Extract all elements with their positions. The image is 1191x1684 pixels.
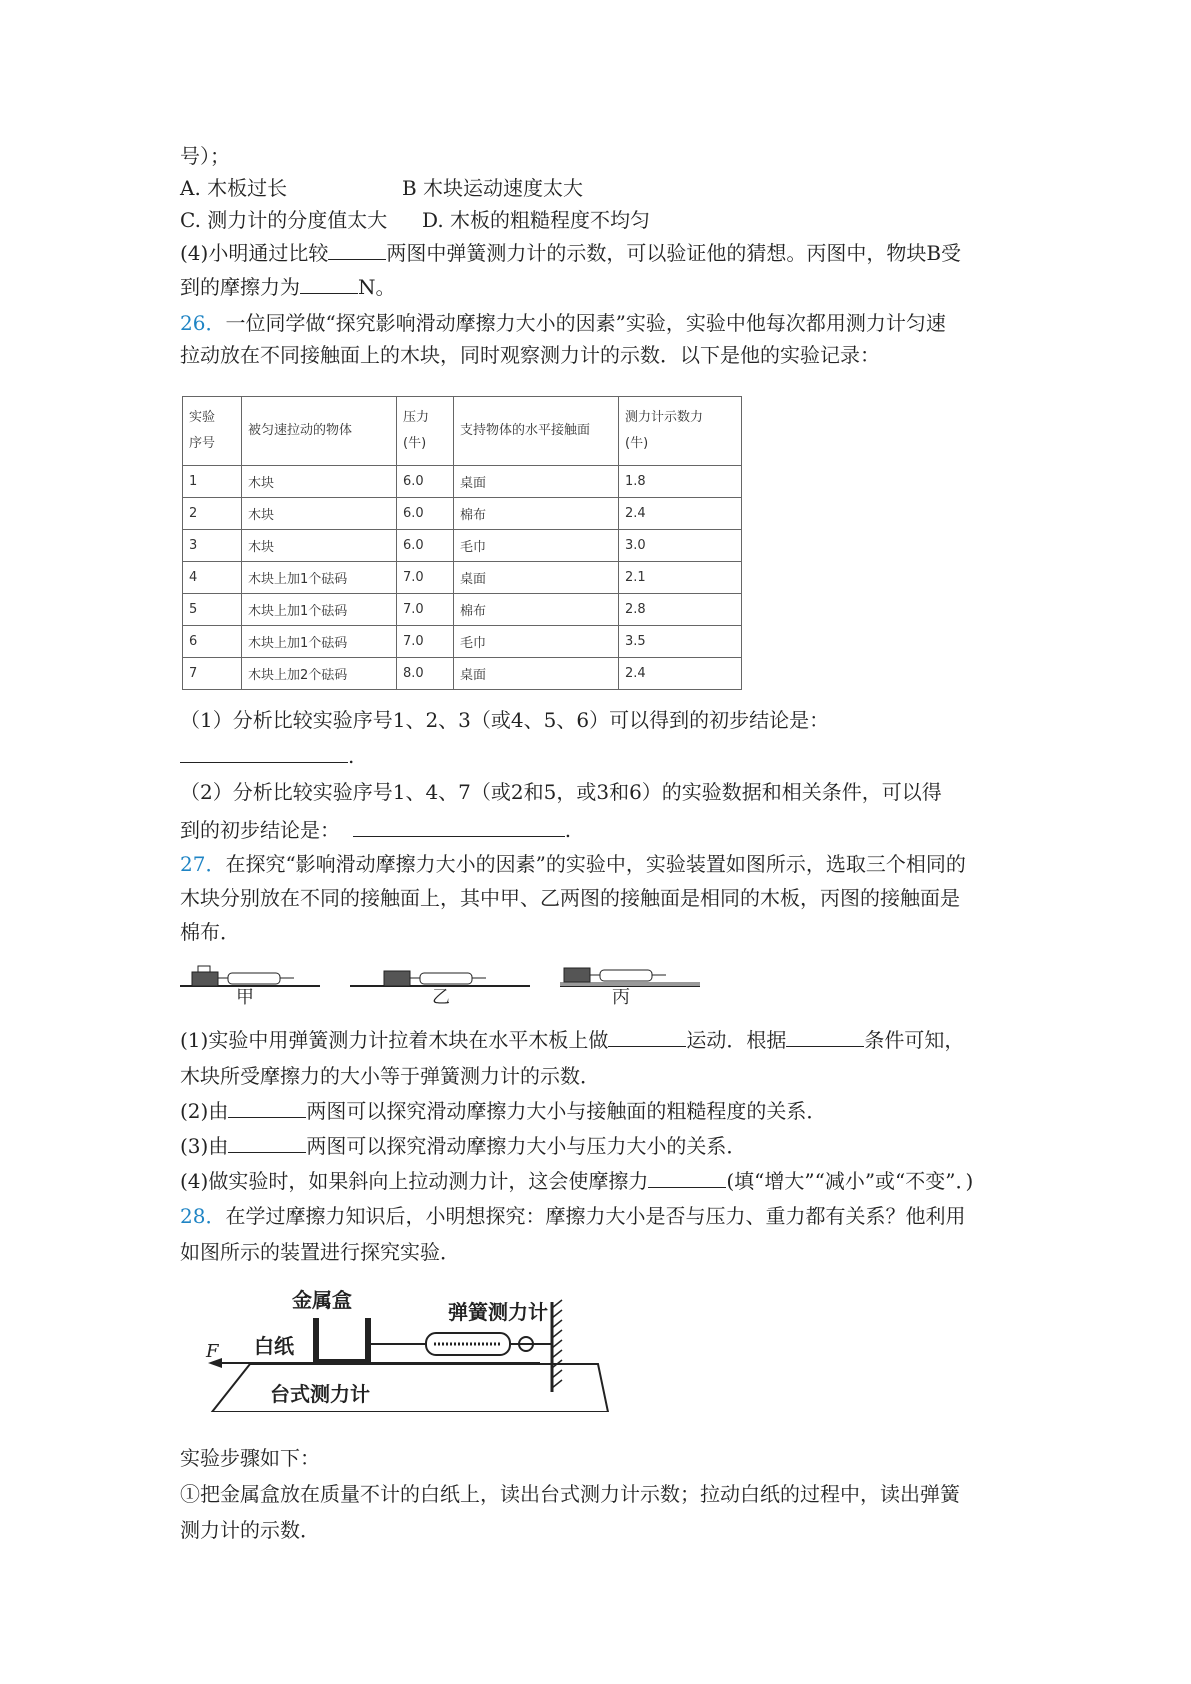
q26-stem1: [180, 311, 946, 335]
answer-blank[interactable]: [228, 1099, 306, 1118]
q25-option-a: A. 木板过长: [180, 176, 288, 200]
q27-part1-a: (1)实验中用弹簧测力计拉着木块在水平木板上做: [180, 1028, 609, 1052]
fig-label-spring: 弹簧测力计: [448, 1300, 548, 1324]
q26-sub2-end: .: [564, 818, 572, 842]
table-header: 支持物体的水平接触面: [454, 397, 619, 466]
table-header-row: [183, 397, 742, 466]
q27-part3-b: 两图可以探究滑动摩擦力大小与压力大小的关系．: [306, 1134, 747, 1158]
q26-sub2: （2）分析比较实验序号1、4、7（或2和5，或3和6）的实验数据和相关条件，可以得: [180, 780, 942, 804]
q27-part1: [180, 1028, 964, 1052]
q26-sub1-answer: [180, 744, 354, 768]
table-cell: 毛巾: [454, 626, 619, 658]
table-cell: 桌面: [454, 562, 619, 594]
table-cell: 毛巾: [454, 530, 619, 562]
table-cell: 3: [183, 530, 242, 562]
q26-sub1: （1）分析比较实验序号1、2、3（或4、5、6）可以得到的初步结论是：: [180, 708, 830, 732]
q25-line-end: 号）；: [180, 144, 230, 168]
table-cell: 木块: [242, 530, 397, 562]
q25-option-b: B 木块运动速度太大: [402, 176, 584, 200]
table-cell: 4: [183, 562, 242, 594]
table-row: [183, 466, 742, 498]
table-cell: 5: [183, 594, 242, 626]
q26-stem1-text: 一位同学做“探究影响滑动摩擦力大小的因素”实验，实验中他每次都用测力计匀速: [225, 311, 946, 335]
q27-part1-cont: 木块所受摩擦力的大小等于弹簧测力计的示数．: [180, 1064, 600, 1088]
table-cell: 棉布: [454, 498, 619, 530]
table-header: 测力计示数力 (牛): [619, 397, 742, 466]
q25-option-c: C. 测力计的分度值太大: [180, 208, 388, 232]
answer-blank[interactable]: [180, 744, 348, 763]
table-cell: 6: [183, 626, 242, 658]
table-cell: 木块上加2个砝码: [242, 658, 397, 690]
q28-stem1-text: 在学过摩擦力知识后，小明想探究：摩擦力大小是否与压力、重力都有关系？他利用: [225, 1204, 966, 1228]
q26-sub2-cont: [180, 818, 571, 842]
answer-blank[interactable]: [300, 275, 358, 294]
table-cell: 7.0: [397, 562, 454, 594]
table-cell: 棉布: [454, 594, 619, 626]
table-cell: 8.0: [397, 658, 454, 690]
table-row: [183, 658, 742, 690]
q26-sub1-end: .: [348, 744, 355, 768]
answer-blank[interactable]: [328, 241, 386, 260]
table-cell: 6.0: [397, 530, 454, 562]
q28-stem2: 如图所示的装置进行探究实验．: [180, 1240, 460, 1264]
label-jia: 甲: [236, 987, 254, 1008]
q27-part4: [180, 1169, 973, 1193]
q25-part4-d: N。: [358, 275, 396, 299]
table-cell: 3.5: [619, 626, 742, 658]
q26-stem2: 拉动放在不同接触面上的木块，同时观察测力计的示数．以下是他的实验记录：: [180, 343, 880, 367]
table-cell: 7.0: [397, 626, 454, 658]
table-cell: 1.8: [619, 466, 742, 498]
q25-part4: [180, 241, 961, 265]
answer-blank[interactable]: [648, 1169, 726, 1188]
label-bing: 丙: [612, 987, 630, 1008]
table-cell: 2.8: [619, 594, 742, 626]
q27-part2-a: (2)由: [180, 1099, 229, 1123]
q27-stem3: 棉布．: [180, 920, 240, 944]
q25-option-d: D. 木板的粗糙程度不均匀: [422, 208, 651, 232]
q27-part4-b: (填“增大”“减小”或“不变”．): [726, 1169, 974, 1193]
table-header: 压力 (牛): [397, 397, 454, 466]
table-cell: 1: [183, 466, 242, 498]
table-cell: 2.4: [619, 658, 742, 690]
experiment-table: [182, 396, 742, 690]
table-cell: 6.0: [397, 466, 454, 498]
table-cell: 7.0: [397, 594, 454, 626]
fig-label-box: 金属盒: [292, 1288, 352, 1312]
q27-part2: [180, 1099, 826, 1123]
q27-stem2: 木块分别放在不同的接触面上，其中甲、乙两图的接触面是相同的木板，丙图的接触面是: [180, 886, 960, 910]
q26-sub2-b: 到的初步结论是：: [180, 818, 340, 842]
table-cell: 木块上加1个砝码: [242, 562, 397, 594]
label-yi: 乙: [432, 987, 450, 1008]
table-row: [183, 594, 742, 626]
fig-label-paper: 白纸: [254, 1334, 294, 1358]
table-cell: 3.0: [619, 530, 742, 562]
table-cell: 木块: [242, 466, 397, 498]
q25-part4-a: (4)小明通过比较: [180, 241, 329, 265]
table-header: 实验 序号: [183, 397, 242, 466]
q27-stem1-text: 在探究“影响滑动摩擦力大小的因素”的实验中，实验装置如图所示，选取三个相同的: [225, 852, 966, 876]
question-number: 26．: [180, 311, 226, 335]
question-number: 27．: [180, 852, 226, 876]
q28-step1: ①把金属盒放在质量不计的白纸上，读出台式测力计示数；拉动白纸的过程中，读出弹簧: [180, 1482, 960, 1506]
table-header: 被匀速拉动的物体: [242, 397, 397, 466]
q28-step1-cont: 测力计的示数．: [180, 1518, 320, 1542]
table-cell: 木块上加1个砝码: [242, 626, 397, 658]
question-number: 28．: [180, 1204, 226, 1228]
q27-stem1: [180, 852, 966, 876]
table-row: [183, 530, 742, 562]
table-cell: 7: [183, 658, 242, 690]
table-row: [183, 626, 742, 658]
q25-part4-c: 到的摩擦力为: [180, 275, 300, 299]
table-cell: 2.1: [619, 562, 742, 594]
answer-blank[interactable]: [786, 1028, 864, 1047]
fig-label-force: F: [206, 1341, 219, 1362]
table-row: [183, 562, 742, 594]
q27-part1-b: 运动．根据: [686, 1028, 787, 1052]
q25-part4-b: 两图中弹簧测力计的示数，可以验证他的猜想。丙图中，物块B受: [386, 241, 962, 265]
table-cell: 木块: [242, 498, 397, 530]
q25-part4-cont: [180, 275, 396, 299]
fig-label-scale: 台式测力计: [270, 1382, 370, 1406]
q27-part3: [180, 1134, 746, 1158]
table-cell: 桌面: [454, 466, 619, 498]
table-cell: 6.0: [397, 498, 454, 530]
answer-blank[interactable]: [608, 1028, 686, 1047]
q28-stem1: [180, 1204, 965, 1228]
answer-blank[interactable]: [228, 1134, 306, 1153]
table-cell: 2.4: [619, 498, 742, 530]
q27-part2-b: 两图可以探究滑动摩擦力大小与接触面的粗糙程度的关系．: [306, 1099, 827, 1123]
q28-steps-title: 实验步骤如下：: [180, 1446, 320, 1470]
q27-part3-a: (3)由: [180, 1134, 229, 1158]
table-row: [183, 498, 742, 530]
table-cell: 2: [183, 498, 242, 530]
table-cell: 木块上加1个砝码: [242, 594, 397, 626]
q27-part1-c: 条件可知，: [864, 1028, 965, 1052]
q27-part4-a: (4)做实验时，如果斜向上拉动测力计，这会使摩擦力: [180, 1169, 649, 1193]
table-cell: 桌面: [454, 658, 619, 690]
answer-blank[interactable]: [353, 818, 565, 837]
